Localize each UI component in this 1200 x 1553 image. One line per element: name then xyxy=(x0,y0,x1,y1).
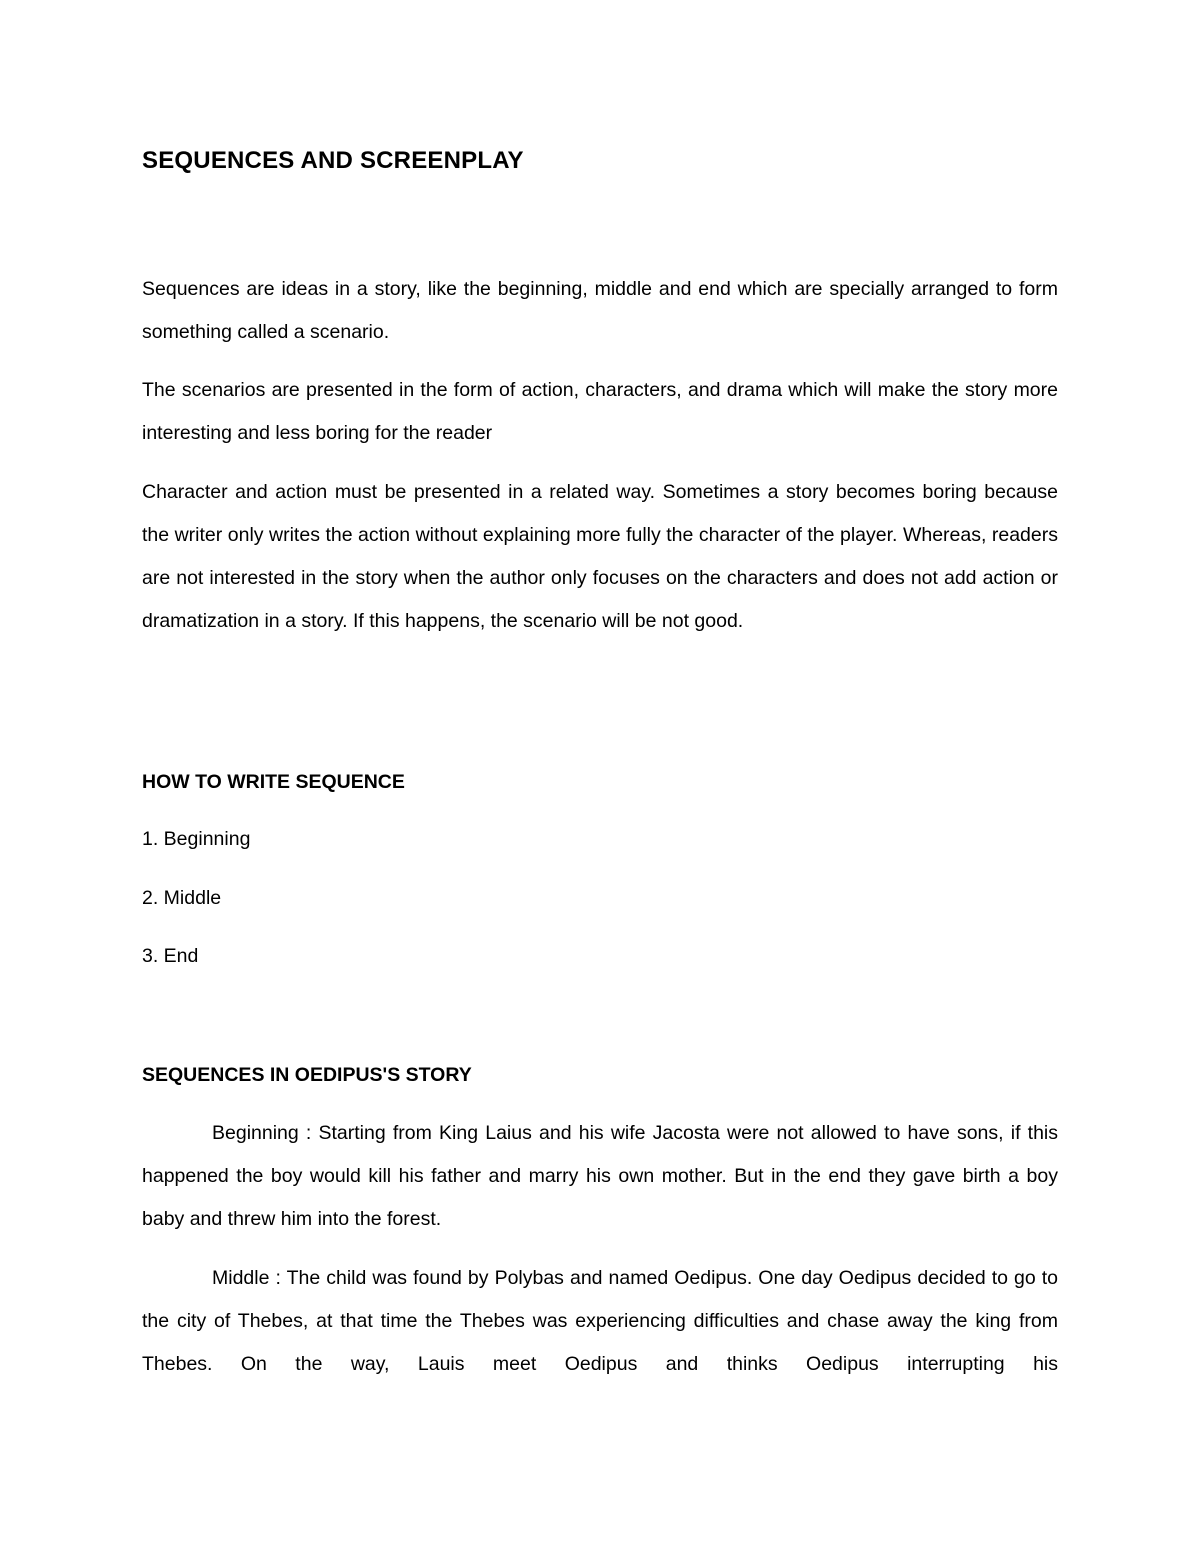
oedipus-middle-paragraph: Middle : The child was found by Polybas and named Oedipus. One day Oedipus decided to go to the city of Thebes, at that time the Thebes was experiencing difficulties and chase away the king from Thebes. On the way, Lauis meet Oedipus and thinks Oedipus interrupting his xyxy=(142,1267,1058,1375)
paragraph-scenarios: The scenarios are presented in the form of action, characters, and drama which will make the story more interesting and less boring for the reader xyxy=(142,379,1058,444)
paragraph-sequences-definition: Sequences are ideas in a story, like the beginning, middle and end which are specially arranged to form something called a scenario. xyxy=(142,278,1058,343)
document-title: SEQUENCES AND SCREENPLAY xyxy=(142,147,524,174)
paragraph-character-action: Character and action must be presented in a related way. Sometimes a story becomes boring because the writer only writes the action without explaining more fully the character of the player. Whereas, readers are not interested in the story when the author only focuses on the characters and does not add action or dramatization in a story. If this happens, the scenario will be not good. xyxy=(142,481,1058,632)
oedipus-beginning-paragraph: Beginning : Starting from King Laius and his wife Jacosta were not allowed to have sons, if this happened the boy would kill his father and marry his own mother. But in the end they gave birth a boy baby and threw him into the forest. xyxy=(142,1122,1058,1230)
how-to-list xyxy=(142,827,250,1003)
oedipus-heading: SEQUENCES IN OEDIPUS'S STORY xyxy=(142,1064,472,1086)
how-to-heading: HOW TO WRITE SEQUENCE xyxy=(142,771,405,793)
list-item: 1. Beginning xyxy=(142,828,251,850)
list-item: 2. Middle xyxy=(142,886,222,909)
list-item: 3. End xyxy=(142,945,199,967)
